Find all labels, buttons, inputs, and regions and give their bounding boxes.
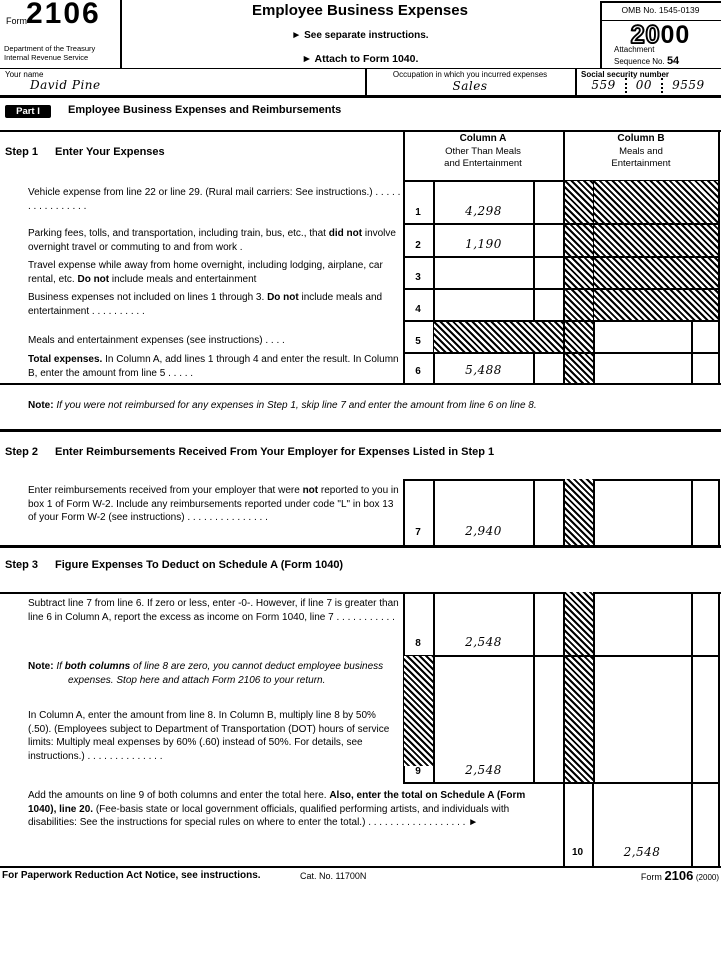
step3-title: Figure Expenses To Deduct on Schedule A (Form 1040) [55,559,344,571]
catalog-number: Cat. No. 11700N [300,871,367,881]
line3-description: Travel expense while away from home overnight, including lodging, airplane, car rental, etc. Do not include meals and entertainment [28,260,383,285]
line7-number: 7 [415,527,421,538]
part1-heading: Employee Business Expenses and Reimbursements [68,104,342,116]
line10-right-border [718,782,720,866]
step1-table-bottom-border [0,383,721,385]
ssn-part-2: 00 [635,78,653,92]
hatched-gutter-step3 [565,592,594,782]
column-b-header [564,133,718,170]
step3-label: Step 3 [5,559,39,571]
step1-label: Step 1 [5,146,39,158]
line6-description: Total expenses. In Column A, add lines 1 through 4 and enter the result. In Column B, enter the amount from line 5 . . . . . [28,354,399,379]
line3-colA-amount-field[interactable] [434,258,533,288]
name-field[interactable]: David Pine [30,78,101,92]
attachment-label: Attachment [614,45,655,54]
tax-year-solid-digits: 00 [660,21,691,49]
omb-box-top-border [600,1,721,3]
line4-number: 4 [415,304,421,315]
ssn-separator-dotted [625,78,627,93]
step1-note: Note: If you were not reimbursed for any expenses in Step 1, skip line 7 and enter the amount from line 6 on line 8. [28,400,537,411]
line9-colA-amount-field[interactable]: 2,548 [465,763,502,777]
column-a-header [404,133,562,170]
line7-description: Enter reimbursements received from your employer that were not reported to you in box 1 of Form W-2. Include any reimbursements reported under code "L" in box 13 of your Form W-2 (see instructions) . . . . . . . . . . . . . . . [28,485,399,523]
dept-line2: Internal Revenue Service [4,53,89,62]
step3-v3 [533,592,535,782]
line6-colB-amount-field[interactable] [594,353,691,382]
line10-total-amount-field[interactable]: 2,548 [623,845,661,859]
column-b-title: Column B [617,133,665,144]
line1-description: Vehicle expense from line 22 or line 29. (Rural mail carriers: See instructions.) . . . . . . . . . . . . . . . . [28,187,401,212]
ssn-label: Social security number [581,70,670,79]
section-divider-rule [0,429,721,432]
name-row-top-border [0,68,721,69]
header-divider-line [120,0,122,68]
paperwork-notice: For Paperwork Reduction Act Notice, see instructions. [2,870,261,881]
row1-bottom-border [403,223,719,225]
form-title: Employee Business Expenses [252,2,468,19]
line1-colA-amount-field[interactable]: 4,298 [465,204,502,218]
ssn-part-1: 559 [591,78,616,92]
line7-v6 [691,479,693,545]
footer-form-year: (2000) [695,873,719,882]
occupation-ssn-divider [575,68,577,95]
column-a-title: Column A [459,133,507,144]
line7-table-bottom-border [0,545,721,548]
line9-bottom-border [403,782,719,784]
see-instructions-note: ► See separate instructions. [291,30,429,41]
column-a-subtitle-2: and Entertainment [444,158,522,169]
line2-colA-amount-field[interactable]: 1,190 [465,237,502,251]
footer-form-number: 2106 [664,868,694,883]
line10-number: 10 [571,847,584,858]
attach-note: ► Attach to Form 1040. [301,53,419,65]
tax-year-outline-digits: 20 [630,21,661,49]
ssn-field[interactable] [578,78,718,93]
omb-number: OMB No. 1545-0139 [621,5,700,15]
form-label: Form [6,16,27,26]
line10-cents-field[interactable] [692,783,718,866]
name-label: Your name [5,70,44,79]
step3-v2 [433,592,435,782]
step1-title: Enter Your Expenses [55,146,165,158]
occupation-field[interactable]: Sales [452,79,488,93]
line5-number: 5 [415,336,421,347]
line5-description: Meals and entertainment expenses (see instructions) . . . . [28,335,285,346]
sequence-label: Sequence No. [614,57,665,66]
line9-colB-amount-field[interactable] [594,656,691,781]
line8-description: Subtract line 7 from line 6. If zero or less, enter -0-. However, if line 7 is greater than line 6 in Column A, report the excess as income on Form 1040, line 7 . . . . . . . . . . . [28,598,399,623]
ssn-separator-dotted [661,78,663,93]
line8-number: 8 [415,638,421,649]
line8-colB-amount-field[interactable] [594,593,691,654]
line2-number: 2 [415,240,421,251]
footer-form-id [540,868,719,883]
part1-badge: Part I [5,105,51,118]
step1-table-top-border [0,130,721,132]
column-b-subtitle-2: Entertainment [611,158,671,169]
occupation-label: Occupation in which you incurred expenses [392,70,548,79]
step2-label: Step 2 [5,446,39,458]
step3-right-border [718,592,720,782]
line4-colA-amount-field[interactable] [434,290,533,320]
hatched-gutter-line7 [565,479,594,545]
line8-colA-amount-field[interactable]: 2,548 [465,635,502,649]
form-number: 2106 [26,0,101,30]
step3-note: Note: If both columns of line 8 are zero, you cannot deduct employee business expenses. Stop here and attach Form 2106 to your return. [28,661,384,686]
hatched-colB-lines1-4 [594,181,718,320]
line2-description: Parking fees, tolls, and transportation, including train, bus, etc., that did not involve overnight travel or commuting to and from work . [28,228,396,253]
column-b-subtitle-1: Meals and [619,146,663,157]
line10-description: Add the amounts on line 9 of both columns and enter the total here. Also, enter the total on Schedule A (Form 1040), line 20. (Fee-basis state or local government officials, qualified performing artists, and individuals with disabilities: See the instructions for special rules on where to enter the total.) . . . . . . . . . . . . . . . . . . ► [28,790,526,828]
line7-colA-amount-field[interactable]: 2,940 [465,524,502,538]
name-row-bottom-border [0,95,721,98]
line5-colB-amount-field[interactable] [594,321,691,351]
line9-description: In Column A, enter the amount from line 8. In Column B, multiply line 8 by 50% (.50). (Employees subject to Department of Transportation (DOT) hours of service limits: Multiply meal expenses by 60% (.60) instead of 50%. For details, see instructions.) . . . . . . . . . . . . . . [28,710,390,762]
line7-v3 [533,479,535,545]
step2-title: Enter Reimbursements Received From Your Employer for Expenses Listed in Step 1 [55,446,495,458]
line3-number: 3 [415,272,421,283]
line6-number: 6 [415,366,421,377]
line4-description: Business expenses not included on lines 1 through 3. Do not include meals and entertainment . . . . . . . . . . [28,292,383,317]
sequence-value: 54 [666,55,680,67]
line7-right-border [718,479,720,545]
line6-colA-amount-field[interactable]: 5,488 [465,363,502,377]
column-a-subtitle-1: Other Than Meals [445,146,521,157]
step3-v6 [691,592,693,782]
dept-line1: Department of the Treasury [4,44,96,53]
sequence-number [614,55,679,67]
line1-number: 1 [415,207,421,218]
hatched-colA-line5 [434,321,563,352]
line7-colB-amount-field[interactable] [594,480,691,544]
ssn-part-3: 9559 [672,78,705,92]
footer-form-label: Form [640,872,662,882]
line9-number: 9 [415,766,421,777]
